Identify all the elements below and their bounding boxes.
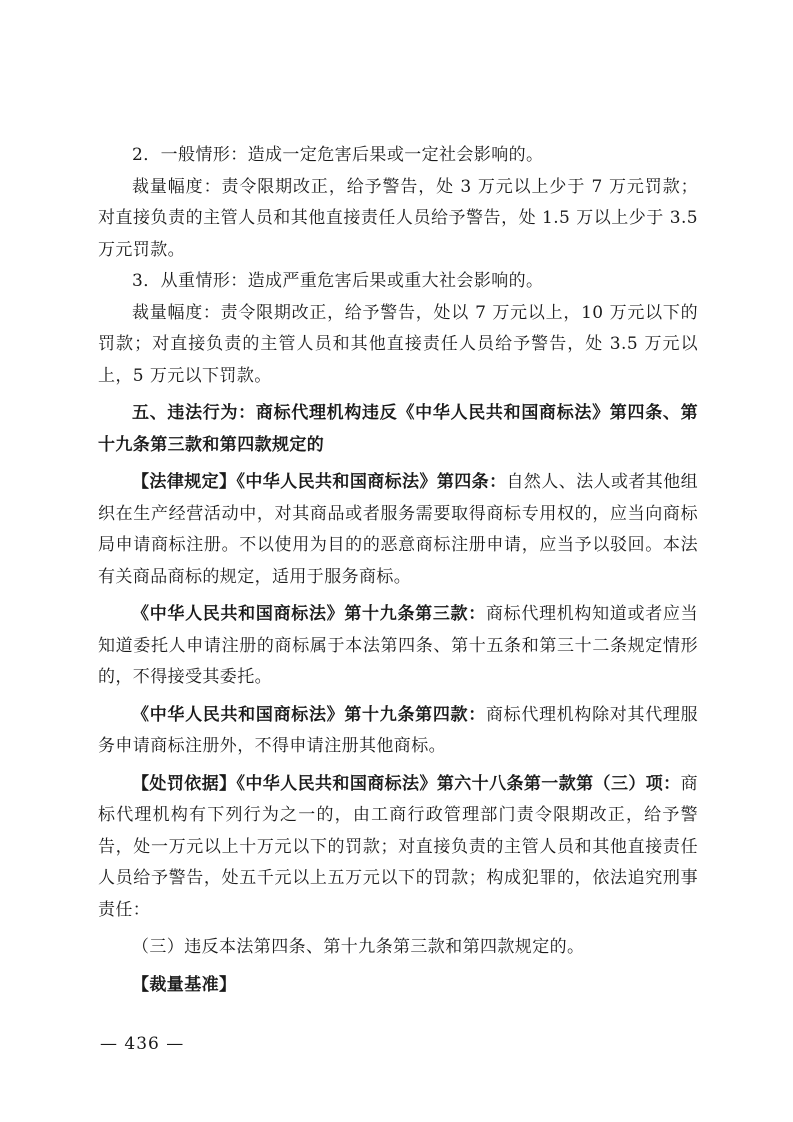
paragraph	[98, 467, 698, 593]
paragraph	[98, 298, 698, 393]
bold-text: 【法律规定】《中华人民共和国商标法》第四条：	[132, 472, 507, 492]
bold-text: 【裁量基准】	[132, 974, 237, 995]
bold-text: 《中华人民共和国商标法》第十九条第四款：	[132, 704, 486, 725]
bold-text: 【处罚依据】《中华人民共和国商标法》第六十八条第一款第（三）项：	[132, 773, 681, 794]
text-segment: 3．从重情形：造成严重危害后果或重大社会影响的。	[132, 271, 544, 291]
paragraph	[98, 172, 698, 267]
text-segment: 2．一般情形：造成一定危害后果或一定社会影响的。	[132, 145, 544, 165]
text-segment: 商标代理机构除对其代理服务申请商标注册外，不得申请注册其他商标。	[98, 704, 698, 756]
page-number: — 436 —	[100, 1034, 185, 1054]
document-body	[98, 140, 698, 1001]
paragraph	[98, 266, 698, 298]
paragraph	[98, 140, 698, 172]
paragraph	[98, 769, 698, 927]
paragraph	[98, 932, 698, 964]
text-segment: 商标代理机构知道或者应当知道委托人申请注册的商标属于本法第四条、第十五条和第三十二条规定情形的，不得接受其委托。	[98, 604, 698, 687]
bold-text: 五、违法行为：商标代理机构违反《中华人民共和国商标法》第四条、第十九条第三款和第四款规定的	[98, 403, 698, 455]
paragraph	[98, 398, 698, 461]
paragraph	[98, 599, 698, 694]
text-segment: 商标代理机构有下列行为之一的，由工商行政管理部门责令限期改正，给予警告，处一万元以上十万元以下的罚款；对直接负责的主管人员和其他直接责任人员给予警告，处五千元以上五万元以下的罚款；构成犯罪的，依法追究刑事责任：	[98, 773, 698, 920]
text-segment: （三）违反本法第四条、第十九条第三款和第四款规定的。	[132, 937, 585, 957]
bold-text: 《中华人民共和国商标法》第十九条第三款：	[132, 604, 486, 624]
paragraph	[98, 970, 698, 1002]
text-segment: 自然人、法人或者其他组织在生产经营活动中，对其商品或者服务需要取得商标专用权的，应当向商标局申请商标注册。不以使用为目的的恶意商标注册申请，应当予以驳回。本法有关商品商标的规定，适用于服务商标。	[98, 472, 698, 587]
text-segment: 裁量幅度：责令限期改正，给予警告，处以 7 万元以上，10 万元以下的罚款；对直接负责的主管人员和其他直接责任人员给予警告，处 3.5 万元以上，5 万元以下罚款。	[98, 302, 698, 386]
paragraph	[98, 700, 698, 763]
text-segment: 裁量幅度：责令限期改正，给予警告，处 3 万元以上少于 7 万元罚款；对直接负责的主管人员和其他直接责任人员给予警告，处 1.5 万以上少于 3.5 万元罚款。	[98, 176, 698, 260]
